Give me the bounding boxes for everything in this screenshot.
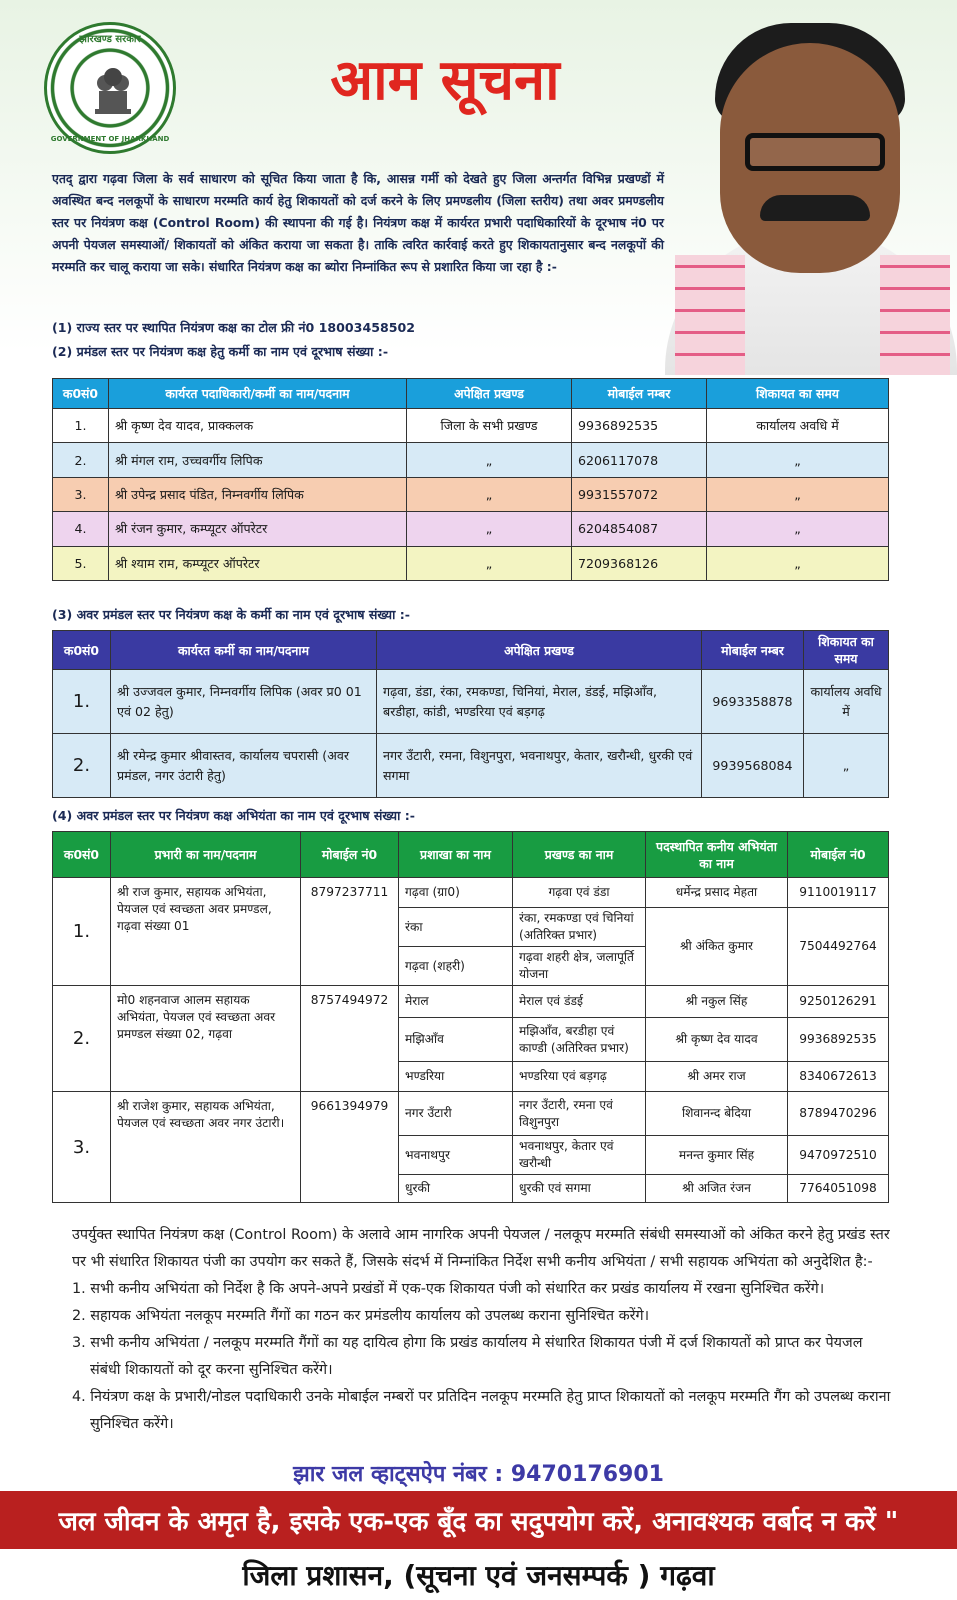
table-cell: 2. [53,734,111,798]
government-seal [44,22,176,154]
table-cell: 9939568084 [702,734,804,798]
column-header: पदस्थापित कनीय अभियंता का नाम [646,832,788,878]
table-cell: 7504492764 [788,908,889,986]
slogan-text: जल जीवन के अमृत है, इसके एक-एक बूँद का सदुपयोग करें, अनावश्यक वर्बाद न करें " [58,1507,899,1537]
column-header: प्रभारी का नाम/पदनाम [111,832,301,878]
table-cell: गढ़वा (शहरी) [399,947,513,986]
ashoka-emblem-icon [85,59,141,119]
seal-top-text: झारखण्ड सरकार [79,34,141,45]
table-cell: श्री रमेन्द्र कुमार श्रीवास्तव, कार्यालय चपरासी (अवर प्रमंडल, नगर उंटारी हेतु) [111,734,377,798]
table-cell: रंका, रमकण्डा एवं चिनियां (अतिरिक्त प्रभार) [513,908,646,947]
table-cell: 1. [53,409,109,443]
table-cell: 6204854087 [572,512,707,546]
table-cell: भवनाथपुर, केतार एवं खरौन्धी [513,1136,646,1175]
table-cell: 1. [53,670,111,734]
column-header: क0सं0 [53,631,111,670]
table-cell: 3. [53,477,109,511]
column-header: अपेक्षित प्रखण्ड [407,379,572,409]
table-header-row [53,832,889,878]
table-cell: „ [407,477,572,511]
table-cell: गढ़वा शहरी क्षेत्र, जलापूर्ति योजना [513,947,646,986]
table-row [53,546,889,580]
column-header: कार्यरत पदाधिकारी/कर्मी का नाम/पदनाम [109,379,407,409]
list-item: 4. नियंत्रण कक्ष के प्रभारी/नोडल पदाधिकारी उनके मोबाईल नम्बरों पर प्रतिदिन नलकूप मरम्मति हेतु प्राप्त शिकायतों को नलकूप मरम्मति गैंग को उपलब्ध कराना सुनिश्चित करेंगे। [72,1389,891,1432]
division-control-room-table [52,378,889,581]
list-item: 3. सभी कनीय अभियंता / नलकूप मरम्मति गैंगों का यह दायित्व होगा कि प्रखंड कार्यालय मे संधारित शिकायत पंजी में दर्ज शिकायतों को प्राप्त कर पेयजल संबंधी शिकायतों को दूर करना सुनिश्चित करेंगे। [72,1335,863,1378]
table-cell: श्री राजेश कुमार, सहायक अभियंता, पेयजल एवं स्वच्छता अवर नगर उंटारी। [111,1092,301,1203]
instructions-paragraph: उपर्युक्त स्थापित नियंत्रण कक्ष (Control Room) के अलावे आम नागरिक अपनी पेयजल / नलकूप मरम्मति संबंधी समस्याओं को अंकित करने हेतु प्रखंड स्तर पर भी संधारित शिकायत पंजी का उपयोग कर सकते हैं, जिसके संदर्भ में निम्नांकित निर्देश सभी कनीय अभियंता / सभी सहायक अभियंता को अनुदेशित है:- [72,1227,890,1270]
table-cell: 2. [53,443,109,477]
table-cell: श्री नकुल सिंह [646,986,788,1018]
page-title: आम सूचना [330,47,560,113]
table-cell: „ [407,512,572,546]
portrait-glasses [745,133,885,171]
table-row [53,878,889,908]
table-cell: भवनाथपुर [399,1136,513,1175]
table-cell: गढ़वा एवं डंडा [513,878,646,908]
table-cell: कार्यालय अवधि में [804,670,889,734]
table-cell: 3. [53,1092,111,1203]
portrait-stole-right [880,255,950,375]
table-cell: भण्डरिया [399,1062,513,1092]
column-header: मोबाईल नम्बर [702,631,804,670]
point-2: (2) प्रमंडल स्तर पर नियंत्रण कक्ष हेतु कर्मी का नाम एवं दूरभाष संख्या :- [52,344,389,359]
table-cell: 8789470296 [788,1092,889,1136]
table-row [53,1092,889,1136]
table-header-row [53,631,889,670]
table-cell: „ [707,512,889,546]
table-cell: श्री अजित रंजन [646,1175,788,1203]
table-cell: मो0 शहनवाज आलम सहायक अभियंता, पेयजल एवं स्वच्छता अवर प्रमण्डल संख्या 02, गढ़वा [111,986,301,1092]
table-cell: शिवानन्द बेदिया [646,1092,788,1136]
table-cell: 9110019117 [788,878,889,908]
column-header: कार्यरत कर्मी का नाम/पदनाम [111,631,377,670]
whatsapp-number: झार जल व्हाट्सऐप नंबर : 9470176901 [293,1462,664,1487]
column-header: क0सं0 [53,832,111,878]
table-row [53,670,889,734]
section-4-heading: (4) अवर प्रमंडल स्तर पर नियंत्रण कक्ष अभियंता का नाम एवं दूरभाष संख्या :- [52,808,415,823]
table-cell: भण्डरिया एवं बड़गढ़ [513,1062,646,1092]
table-cell: श्री कृष्ण देव यादव, प्राक्कलक [109,409,407,443]
table-cell: नगर उँटारी [399,1092,513,1136]
table-cell: मझिआँव, बरडीहा एवं काण्डी (अतिरिक्त प्रभार) [513,1018,646,1062]
official-portrait [665,15,957,375]
table-cell: गढ़वा (ग्रा0) [399,878,513,908]
table-row [53,477,889,511]
table-cell: नगर उँटारी, रमना, विशुनपुरा, भवनाथपुर, केतार, खरौन्धी, धुरकी एवं सगमा [377,734,702,798]
table-cell: मेराल [399,986,513,1018]
table-cell: „ [707,477,889,511]
table-cell: श्री अमर राज [646,1062,788,1092]
table-row [53,409,889,443]
table-cell: 8757494972 [301,986,399,1092]
table-cell: „ [804,734,889,798]
intro-paragraph: एतद् द्वारा गढ़वा जिला के सर्व साधारण को सूचित किया जाता है कि, आसन्न गर्मी को देखते हुए जिला अन्तर्गत विभिन्न प्रखण्डों में अवस्थित बन्द नलकूपों के साधारण मरम्मति कार्य हेतु शिकायतों को दर्ज करने के लिए प्रमण्डलीय (जिला स्तरीय) तथा अवर प्रमण्डलीय स्तर पर नियंत्रण कक्ष (Control Room) की स्थापना की गई है। नियंत्रण कक्ष में कार्यरत प्रभारी पदाधिकारियों के दूरभाष नं0 पर अपनी पेयजल समस्याओं/ शिकायतों को अंकित कराया जा सकता है। ताकि त्वरित कार्रवाई करते हुए शिकायतानुसार बन्द नलकूपों की मरम्मति कर चालू कराया जा सके। संधारित नियंत्रण कक्ष का ब्योरा निम्नांकित रूप से प्रशारित किया जा रहा है :- [52,171,664,274]
slogan-banner [0,1491,957,1549]
table-cell: नगर उँटारी, रमना एवं विशुनपुरा [513,1092,646,1136]
section-3-heading: (3) अवर प्रमंडल स्तर पर नियंत्रण कक्ष के कर्मी का नाम एवं दूरभाष संख्या :- [52,607,411,622]
table-row [53,986,889,1018]
table-cell: „ [407,546,572,580]
table-cell: श्री कृष्ण देव यादव [646,1018,788,1062]
table-cell: 8797237711 [301,878,399,986]
list-item: 2. सहायक अभियंता नलकूप मरम्मति गैंगों का गठन कर प्रमंडलीय कार्यालय को उपलब्ध कराना सुनिश्चित करेंगे। [72,1308,650,1324]
table-cell: 9936892535 [788,1018,889,1062]
table-row [53,512,889,546]
column-header: क0सं0 [53,379,109,409]
table-cell: श्री राज कुमार, सहायक अभियंता, पेयजल एवं स्वच्छता अवर प्रमण्डल, गढ़वा संख्या 01 [111,878,301,986]
table-cell: धर्मेन्द्र प्रसाद मेहता [646,878,788,908]
instructions-section [72,1222,892,1438]
portrait-moustache [760,195,870,221]
table-cell: कार्यालय अवधि में [707,409,889,443]
engineer-control-room-table [52,831,889,1203]
table-cell: मनन्त कुमार सिंह [646,1136,788,1175]
table-cell: श्री श्याम राम, कम्प्यूटर ऑपरेटर [109,546,407,580]
table-cell: श्री मंगल राम, उच्चवर्गीय लिपिक [109,443,407,477]
table-cell: श्री अंकित कुमार [646,908,788,986]
table-cell: रंका [399,908,513,947]
table-cell: 9470972510 [788,1136,889,1175]
column-header: शिकायत का समय [804,631,889,670]
column-header: मोबाईल नं0 [788,832,889,878]
table-cell: 5. [53,546,109,580]
column-header: प्रशाखा का नाम [399,832,513,878]
seal-bottom-text: GOVERNMENT OF JHARKHAND [50,135,170,143]
column-header: मोबाईल नं0 [301,832,399,878]
table-cell: 6206117078 [572,443,707,477]
table-header-row [53,379,889,409]
instructions-list [72,1276,892,1438]
table-cell: श्री रंजन कुमार, कम्प्यूटर ऑपरेटर [109,512,407,546]
table-cell: जिला के सभी प्रखण्ड [407,409,572,443]
table-cell: 8340672613 [788,1062,889,1092]
table-cell: मझिआँव [399,1018,513,1062]
point-1: (1) राज्य स्तर पर स्थापित नियंत्रण कक्ष का टोल फ्री नं0 18003458502 [52,320,416,335]
column-header: अपेक्षित प्रखण्ड [377,631,702,670]
column-header: प्रखण्ड का नाम [513,832,646,878]
footer-credit: जिला प्रशासन, (सूचना एवं जनसम्पर्क ) गढ़वा [242,1559,715,1592]
table-cell: „ [707,443,889,477]
table-cell: 4. [53,512,109,546]
portrait-stole-left [675,255,745,375]
table-cell: 9931557072 [572,477,707,511]
table-row [53,443,889,477]
table-row [53,734,889,798]
column-header: मोबाईल नम्बर [572,379,707,409]
table-cell: श्री उपेन्द्र प्रसाद पंडित, निम्नवर्गीय लिपिक [109,477,407,511]
list-item: 1. सभी कनीय अभियंता को निर्देश है कि अपने-अपने प्रखंडों में एक-एक शिकायत पंजी को संधारित कर प्रखंड कार्यालय में रखना सुनिश्चित करेंगे। [72,1281,825,1297]
table-cell: 9250126291 [788,986,889,1018]
table-cell: धुरकी [399,1175,513,1203]
table-cell: „ [707,546,889,580]
table-cell: 9693358878 [702,670,804,734]
table-cell: मेराल एवं डंडई [513,986,646,1018]
table-cell: 7209368126 [572,546,707,580]
table-cell: 2. [53,986,111,1092]
subdivision-control-room-table [52,630,889,798]
table-cell: गढ़वा, डंडा, रंका, रमकण्डा, चिनियां, मेराल, डंडई, मझिआँव, बरडीहा, कांडी, भण्डरिया एवं बड़गढ़ [377,670,702,734]
table-cell: 9936892535 [572,409,707,443]
table-cell: श्री उज्जवल कुमार, निम्नवर्गीय लिपिक (अवर प्र0 01 एवं 02 हेतु) [111,670,377,734]
table-cell: 1. [53,878,111,986]
column-header: शिकायत का समय [707,379,889,409]
points-list [52,316,672,364]
table-cell: „ [407,443,572,477]
table-cell: 9661394979 [301,1092,399,1203]
table-cell: 7764051098 [788,1175,889,1203]
table-cell: धुरकी एवं सगमा [513,1175,646,1203]
